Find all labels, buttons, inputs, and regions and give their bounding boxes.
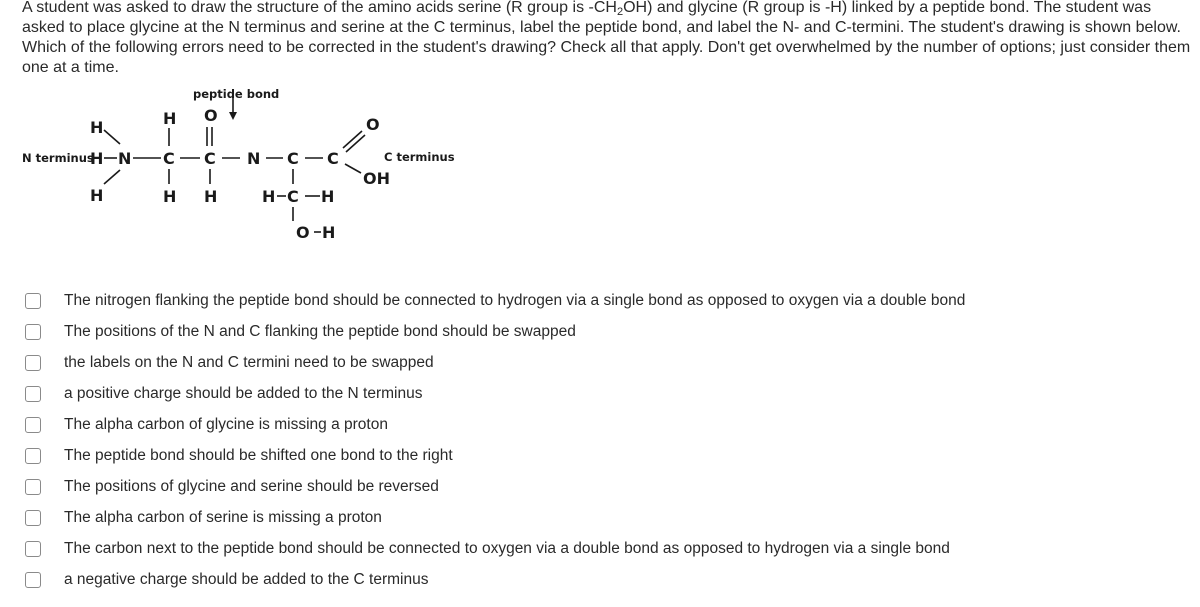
atom-h-nterm-left: H [90, 149, 104, 168]
atom-o-carboxyl: O [366, 115, 380, 134]
option-row[interactable] [0, 538, 1200, 569]
question-subscript: 2 [616, 6, 624, 18]
atom-c-alpha-gly: C [163, 149, 175, 168]
peptide-structure-drawing [0, 80, 480, 250]
option-label: The peptide bond should be shifted one bond to the right [64, 447, 453, 464]
c-terminus-label: C terminus [384, 150, 455, 164]
option-row[interactable] [0, 445, 1200, 476]
option-row[interactable] [0, 321, 1200, 352]
question-part-1: A student was asked to draw the structure of the amino acids serine (R group is -CH [22, 0, 617, 16]
atom-c-carbonyl-gly: C [204, 149, 216, 168]
option-row[interactable] [0, 507, 1200, 538]
option-label: The positions of the N and C flanking the peptide bond should be swapped [64, 323, 576, 340]
atom-h-ch2-right: H [321, 187, 335, 206]
atom-o-hydroxyl: O [296, 223, 310, 242]
option-checkbox[interactable] [25, 448, 41, 464]
atom-h-nterm-top: H [90, 118, 104, 137]
option-checkbox[interactable] [25, 510, 41, 526]
atom-h-nterm-bottom: H [90, 186, 104, 205]
option-row[interactable] [0, 569, 1200, 600]
option-checkbox[interactable] [25, 417, 41, 433]
option-row[interactable] [0, 476, 1200, 507]
atom-h-ch2-left: H [262, 187, 276, 206]
option-checkbox[interactable] [25, 324, 41, 340]
atom-o-carbonyl: O [204, 106, 218, 125]
atom-h-carbonyl-bottom: H [204, 187, 218, 206]
option-row[interactable] [0, 383, 1200, 414]
bond-h-n-bottom [104, 170, 120, 184]
bond-c-oh [345, 164, 361, 173]
option-label: The positions of glycine and serine should be reversed [64, 478, 439, 495]
peptide-bond-arrow-head [229, 112, 237, 120]
atom-c-alpha-ser: C [287, 149, 299, 168]
atom-n-terminus: N [118, 149, 132, 168]
atom-h-calpha-gly-top: H [163, 109, 177, 128]
option-label: a positive charge should be added to the N terminus [64, 385, 423, 402]
option-checkbox[interactable] [25, 479, 41, 495]
atom-h-calpha-gly-bottom: H [163, 187, 177, 206]
atom-c-carboxyl: C [327, 149, 339, 168]
atom-oh-carboxyl: OH [363, 169, 390, 188]
option-row[interactable] [0, 414, 1200, 445]
option-label: The carbon next to the peptide bond should be connected to oxygen via a double bond as opposed to hydrogen via a single bond [64, 540, 950, 557]
option-row[interactable] [0, 290, 1200, 321]
n-terminus-label: N terminus [22, 151, 94, 165]
option-label: The nitrogen flanking the peptide bond should be connected to hydrogen via a single bond as opposed to oxygen via a double bond [64, 292, 966, 309]
option-label: The alpha carbon of glycine is missing a proton [64, 416, 388, 433]
option-checkbox[interactable] [25, 293, 41, 309]
question-part-2: OH) and glycine (R group is -H) linked by a peptide bond. The student was asked to place glycine at the N terminus and serine at the C terminus, label the peptide bond, and label the N- and C-termini. The student's drawing is shown below. Which of the following errors need to be corrected in the student's drawing? Check all that apply. Don't get overwhelmed by the number of options; just consider them one at a time. [22, 0, 1191, 76]
option-checkbox[interactable] [25, 541, 41, 557]
option-checkbox[interactable] [25, 572, 41, 588]
question-text [22, 0, 1194, 78]
option-row[interactable] [0, 352, 1200, 383]
option-checkbox[interactable] [25, 386, 41, 402]
atom-c-ch2: C [287, 187, 299, 206]
atom-n-peptide: N [247, 149, 261, 168]
option-label: a negative charge should be added to the C terminus [64, 571, 429, 588]
atom-h-hydroxyl: H [322, 223, 336, 242]
bond-h-n-top [104, 130, 120, 144]
option-checkbox[interactable] [25, 355, 41, 371]
option-label: The alpha carbon of serine is missing a proton [64, 509, 382, 526]
peptide-bond-label: peptide bond [193, 87, 280, 101]
option-label: the labels on the N and C termini need to be swapped [64, 354, 434, 371]
